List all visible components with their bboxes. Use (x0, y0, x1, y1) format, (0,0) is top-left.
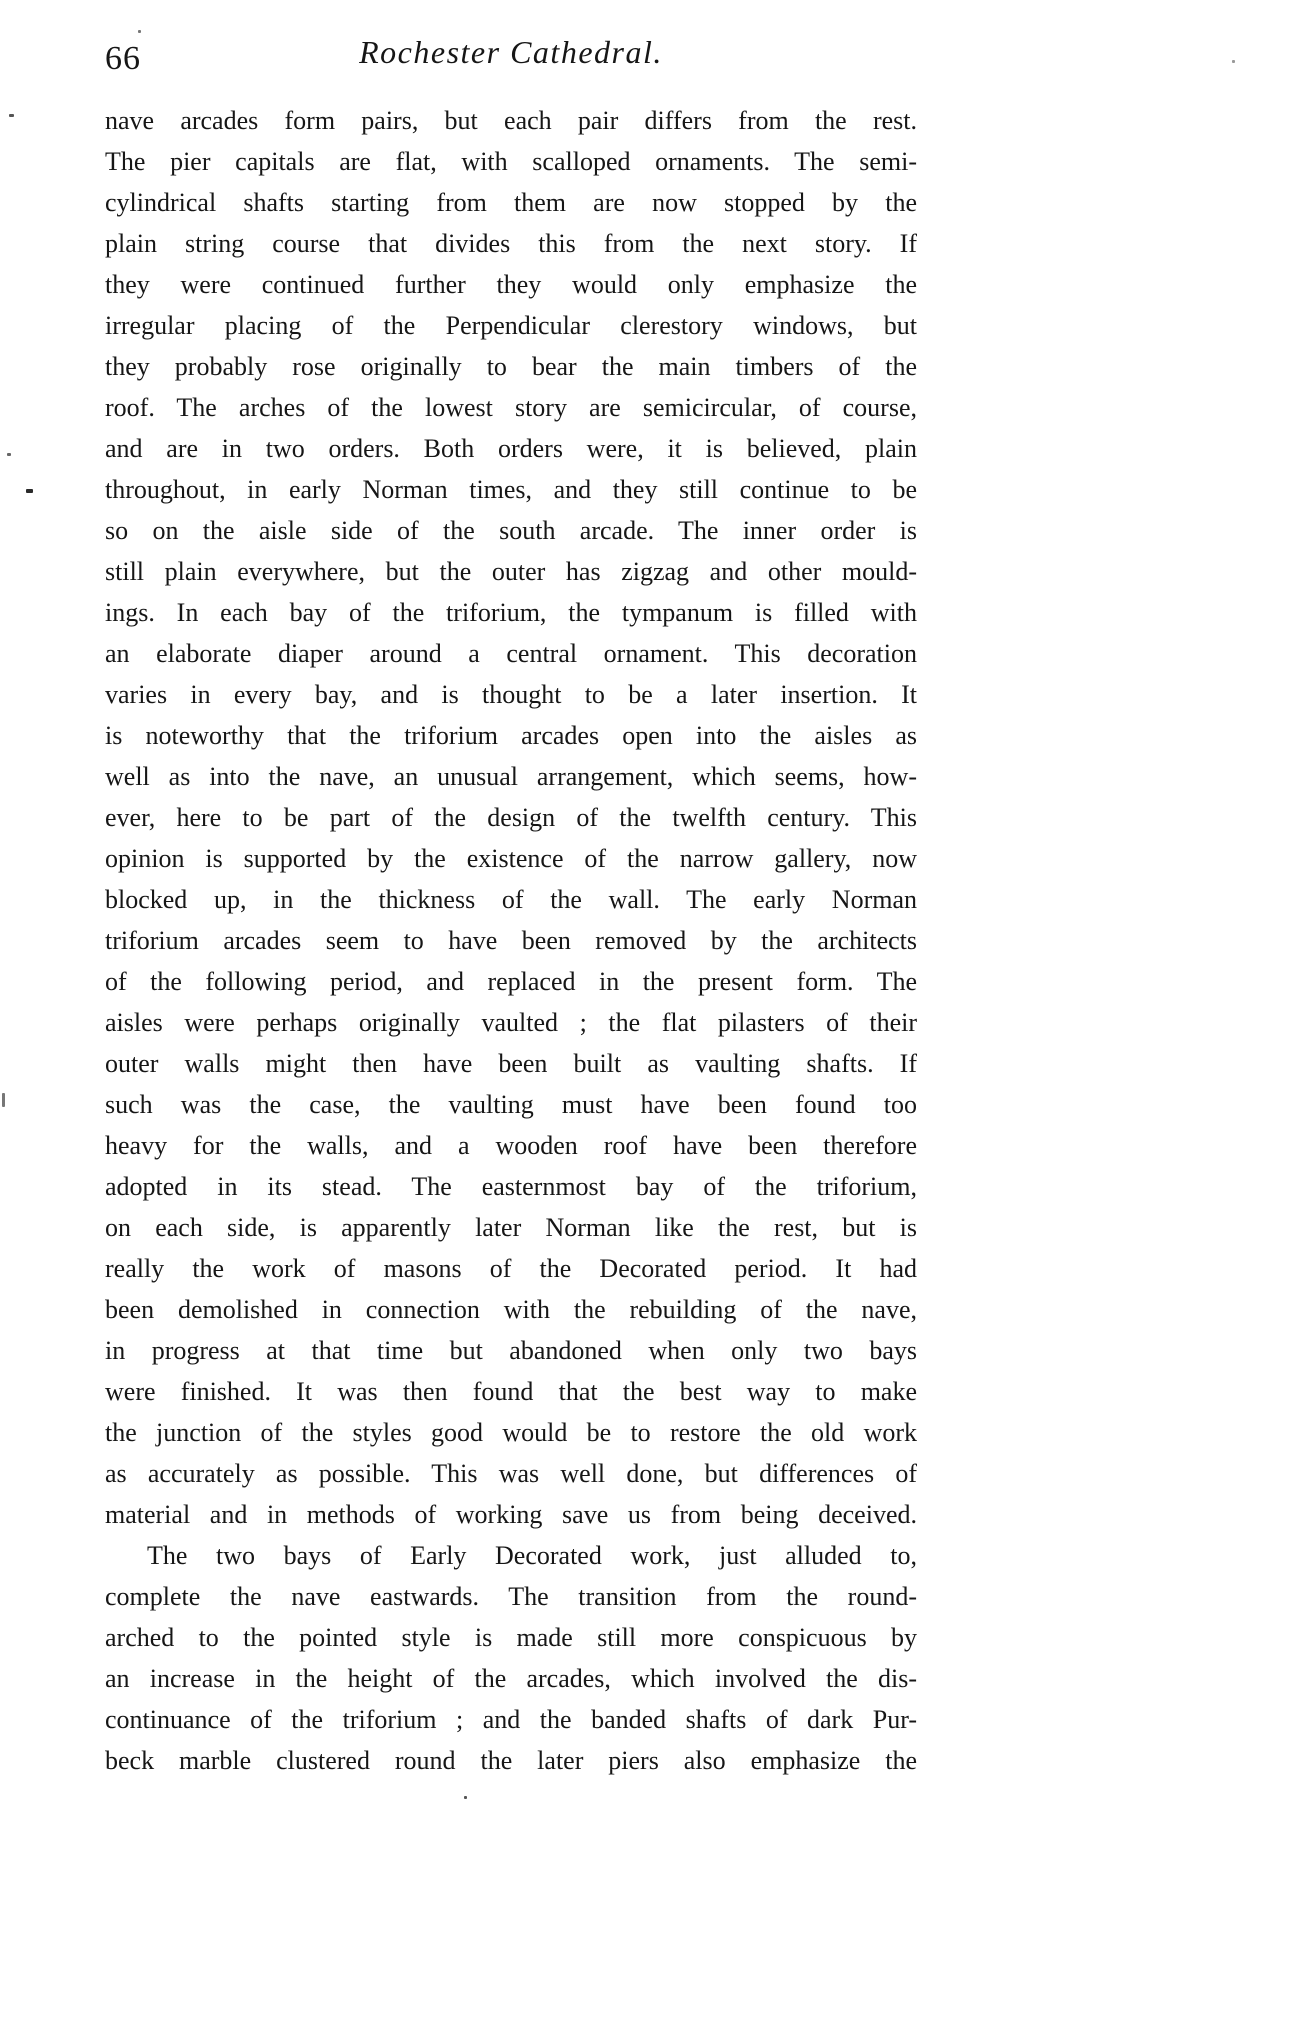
text-line: plain string course that divides this from the next story. If (105, 229, 917, 258)
text-line: cylindrical shafts starting from them are now stopped by the (105, 188, 917, 217)
text-line: irregular placing of the Perpendicular clerestory windows, but (105, 311, 917, 340)
text-line: an increase in the height of the arcades, which involved the dis- (105, 1664, 917, 1693)
text-line: beck marble clustered round the later piers also emphasize the (105, 1746, 917, 1775)
scan-speck (1232, 60, 1235, 63)
text-line: opinion is supported by the existence of the narrow gallery, now (105, 844, 917, 873)
text-line: adopted in its stead. The easternmost bay of the triforium, (105, 1172, 917, 1201)
scan-speck (26, 489, 33, 493)
scan-speck (7, 453, 11, 456)
body-text-block (105, 100, 917, 1781)
paragraph-start-line: The two bays of Early Decorated work, just alluded to, (147, 1541, 917, 1570)
text-line: so on the aisle side of the south arcade. The inner order is (105, 516, 917, 545)
running-title: Rochester Cathedral. (359, 34, 663, 70)
text-line: still plain everywhere, but the outer has zigzag and other mould- (105, 557, 917, 586)
text-line: ever, here to be part of the design of the twelfth century. This (105, 803, 917, 832)
text-line: varies in every bay, and is thought to be a later insertion. It (105, 680, 917, 709)
text-line: the junction of the styles good would be to restore the old work (105, 1418, 917, 1447)
text-line: throughout, in early Norman times, and they still continue to be (105, 475, 917, 504)
text-line: outer walls might then have been built as vaulting shafts. If (105, 1049, 917, 1078)
text-line: they probably rose originally to bear the main timbers of the (105, 352, 917, 381)
scan-speck (9, 114, 14, 117)
text-line: been demolished in connection with the rebuilding of the nave, (105, 1295, 917, 1324)
text-line: aisles were perhaps originally vaulted ; the flat pilasters of their (105, 1008, 917, 1037)
text-line: triforium arcades seem to have been removed by the architects (105, 926, 917, 955)
text-line: arched to the pointed style is made still more conspicuous by (105, 1623, 917, 1652)
text-line: nave arcades form pairs, but each pair differs from the rest. (105, 106, 917, 135)
text-line: such was the case, the vaulting must have been found too (105, 1090, 917, 1119)
text-line: complete the nave eastwards. The transition from the round- (105, 1582, 917, 1611)
text-line: were finished. It was then found that the best way to make (105, 1377, 917, 1406)
text-line: on each side, is apparently later Norman like the rest, but is (105, 1213, 917, 1242)
text-line: ings. In each bay of the triforium, the tympanum is filled with (105, 598, 917, 627)
text-line: of the following period, and replaced in the present form. The (105, 967, 917, 996)
scan-speck (138, 30, 141, 33)
text-line: well as into the nave, an unusual arrangement, which seems, how- (105, 762, 917, 791)
text-line: roof. The arches of the lowest story are semicircular, of course, (105, 393, 917, 422)
scan-speck (464, 1796, 467, 1799)
text-line: The pier capitals are flat, with scalloped ornaments. The semi- (105, 147, 917, 176)
page-number: 66 (105, 40, 141, 77)
scan-speck (2, 1093, 5, 1107)
text-line: as accurately as possible. This was well done, but differences of (105, 1459, 917, 1488)
text-line: an elaborate diaper around a central ornament. This decoration (105, 639, 917, 668)
text-line: in progress at that time but abandoned when only two bays (105, 1336, 917, 1365)
text-line: really the work of masons of the Decorated period. It had (105, 1254, 917, 1283)
text-line: and are in two orders. Both orders were, it is believed, plain (105, 434, 917, 463)
page-header (105, 34, 917, 84)
text-line: heavy for the walls, and a wooden roof have been therefore (105, 1131, 917, 1160)
text-line: they were continued further they would only emphasize the (105, 270, 917, 299)
text-line: is noteworthy that the triforium arcades open into the aisles as (105, 721, 917, 750)
text-line: blocked up, in the thickness of the wall. The early Norman (105, 885, 917, 914)
text-line: continuance of the triforium ; and the banded shafts of dark Pur- (105, 1705, 917, 1734)
text-line: material and in methods of working save us from being deceived. (105, 1500, 917, 1529)
